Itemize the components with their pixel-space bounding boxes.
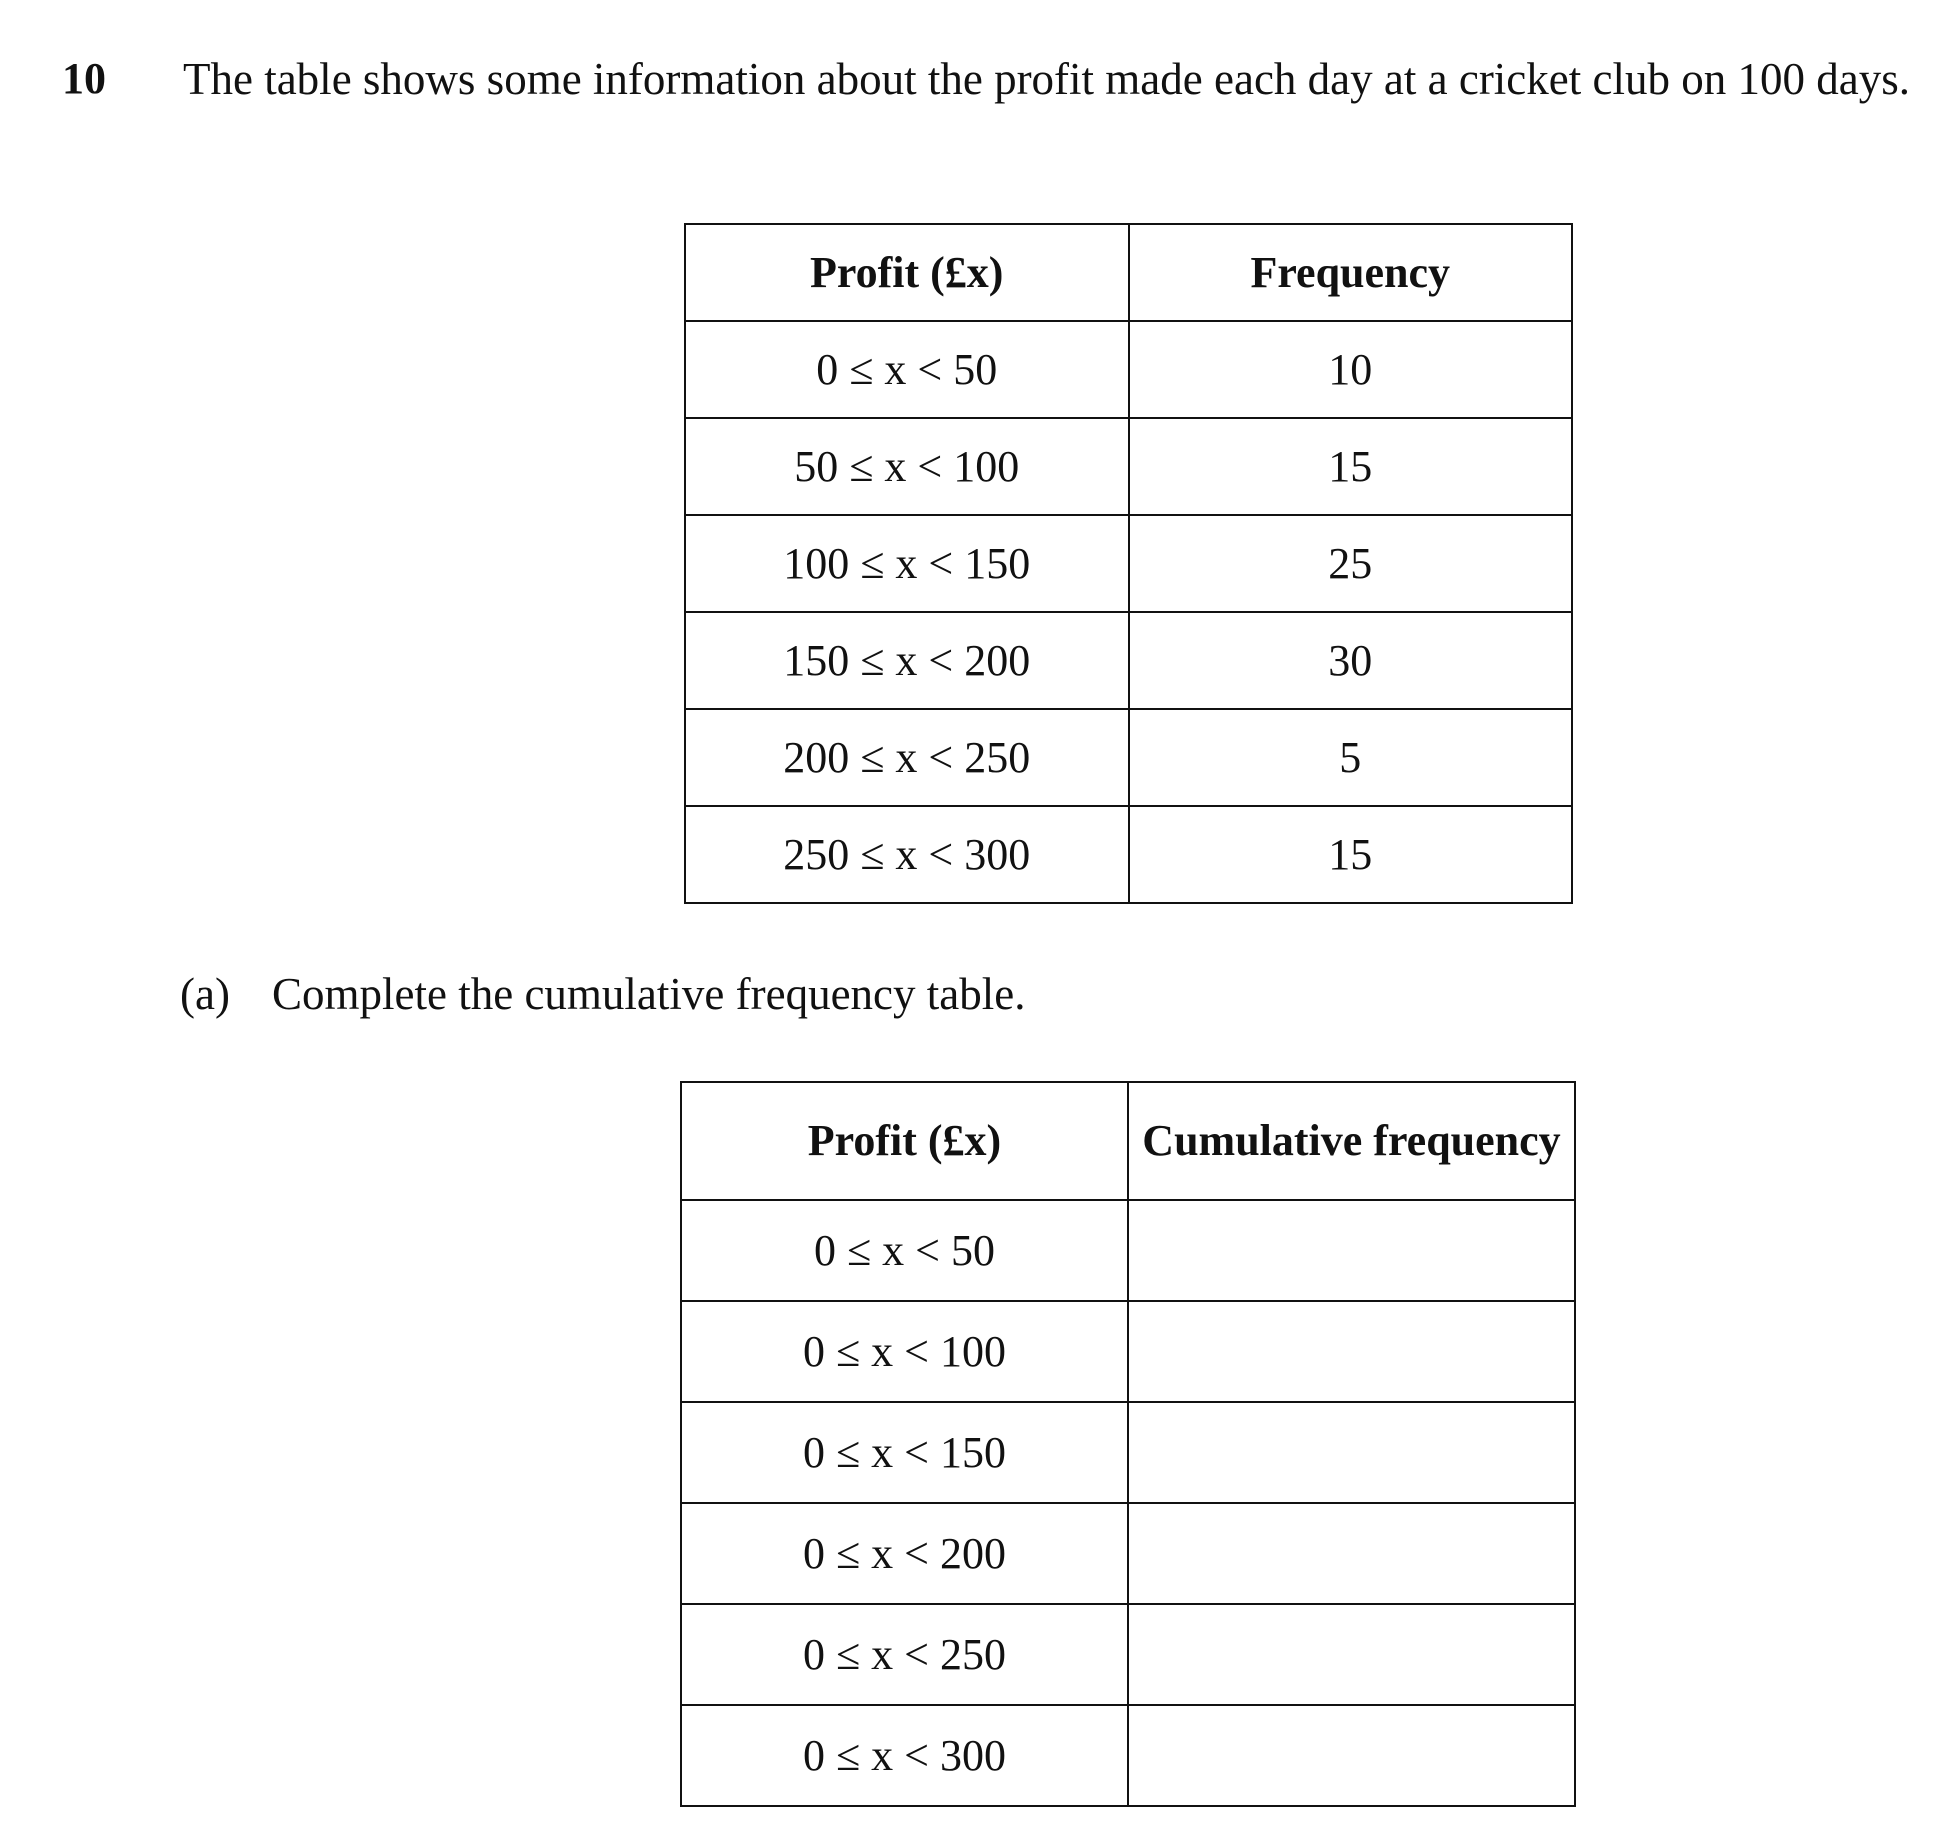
profit-cell: 0 ≤ x < 200 <box>681 1503 1128 1604</box>
cumulative-frequency-answer-cell[interactable] <box>1128 1604 1575 1705</box>
cumulative-frequency-answer-cell[interactable] <box>1128 1301 1575 1402</box>
cumulative-frequency-answer-cell[interactable] <box>1128 1200 1575 1301</box>
cumulative-frequency-answer-cell[interactable] <box>1128 1503 1575 1604</box>
frequency-table <box>684 223 1573 904</box>
table-row <box>685 612 1572 709</box>
cumulative-frequency-table <box>680 1081 1576 1807</box>
profit-cell: 200 ≤ x < 250 <box>685 709 1129 806</box>
profit-cell: 0 ≤ x < 150 <box>681 1402 1128 1503</box>
question-text: The table shows some information about the profit made each day at a cricket club on 100 days. <box>183 54 1910 104</box>
cumulative-frequency-header: Cumulative frequency <box>1128 1082 1575 1200</box>
frequency-cell: 30 <box>1129 612 1573 709</box>
part-a-label: (a) <box>180 969 230 1019</box>
table-row <box>681 1503 1575 1604</box>
table-row <box>681 1402 1575 1503</box>
table-row <box>681 1705 1575 1806</box>
profit-cell: 50 ≤ x < 100 <box>685 418 1129 515</box>
frequency-cell: 5 <box>1129 709 1573 806</box>
table-row <box>685 806 1572 903</box>
frequency-cell: 15 <box>1129 418 1573 515</box>
profit-cell: 0 ≤ x < 100 <box>681 1301 1128 1402</box>
profit-cell: 100 ≤ x < 150 <box>685 515 1129 612</box>
part-a-instruction <box>180 965 1025 1023</box>
frequency-cell: 25 <box>1129 515 1573 612</box>
profit-cell: 0 ≤ x < 50 <box>681 1200 1128 1301</box>
profit-cell: 250 ≤ x < 300 <box>685 806 1129 903</box>
profit-cell: 0 ≤ x < 300 <box>681 1705 1128 1806</box>
profit-header: Profit (£x) <box>685 224 1129 321</box>
table-row <box>685 418 1572 515</box>
part-a-text: Complete the cumulative frequency table. <box>272 969 1026 1019</box>
table-row <box>685 515 1572 612</box>
cumulative-frequency-answer-cell[interactable] <box>1128 1705 1575 1806</box>
cumulative-table-header-row <box>681 1082 1575 1200</box>
frequency-cell: 15 <box>1129 806 1573 903</box>
profit-header: Profit (£x) <box>681 1082 1128 1200</box>
frequency-cell: 10 <box>1129 321 1573 418</box>
table-row <box>681 1301 1575 1402</box>
table-row <box>681 1200 1575 1301</box>
table-row <box>685 709 1572 806</box>
frequency-header: Frequency <box>1129 224 1573 321</box>
profit-cell: 150 ≤ x < 200 <box>685 612 1129 709</box>
table-row <box>681 1604 1575 1705</box>
profit-cell: 0 ≤ x < 50 <box>685 321 1129 418</box>
cumulative-frequency-answer-cell[interactable] <box>1128 1402 1575 1503</box>
question-number: 10 <box>62 54 106 103</box>
table-row <box>685 321 1572 418</box>
profit-cell: 0 ≤ x < 250 <box>681 1604 1128 1705</box>
frequency-table-header-row <box>685 224 1572 321</box>
